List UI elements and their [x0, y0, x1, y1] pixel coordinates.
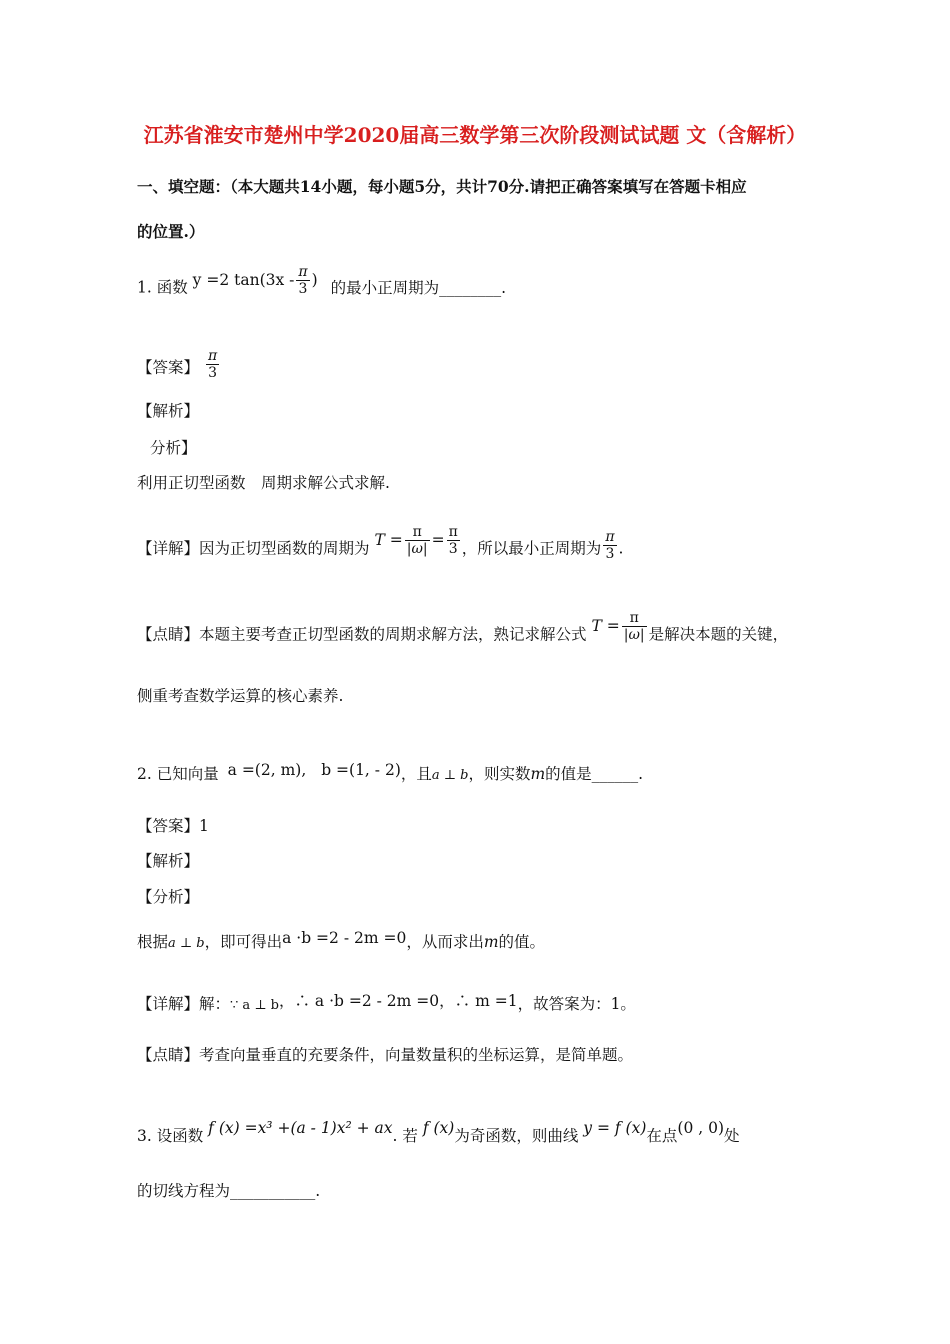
- answer-label: 【答案】: [137, 358, 200, 377]
- q1-suffix: 的最小正周期为________.: [330, 278, 507, 297]
- q2-jiexi: 【解析】: [137, 852, 200, 870]
- q3-line2: 的切线方程为___________.: [137, 1182, 321, 1200]
- question-3: 3. 设函数 f (x) =x³ +(a - 1)x² + ax. 若 f (x)为奇函数，则曲线 y = f (x)在点(0 , 0)处: [137, 1119, 740, 1145]
- q1-fenxi-text: 利用正切型函数 周期求解公式求解.: [137, 474, 390, 492]
- question-1: [137, 264, 507, 305]
- q2-note: 【点睛】考查向量垂直的充要条件，向量数量积的坐标运算，是简单题。: [137, 1046, 634, 1064]
- q1-detail: 【详解】因为正切型函数的周期为 T = $\frac{\pi}{|\omega|}$ = $\frac{\pi}{3}$ ，所以最小正周期为 $\frac{\pi}{3}$ .: [137, 524, 624, 562]
- section-heading-line2: 的位置.）: [137, 222, 205, 241]
- q1-answer: [137, 348, 221, 385]
- q1-prefix: 1. 函数: [137, 278, 188, 297]
- q1-jiexi: 【解析】: [137, 402, 200, 420]
- q1-formula: y =2 tan(3x - $\frac{\pi}{3}$ ): [192, 264, 318, 297]
- q1-note: 【点睛】本题主要考查正切型函数的周期求解方法，熟记求解公式 T = $\frac{\pi}{|\omega|}$ 是解决本题的关键，: [137, 610, 789, 644]
- q2-detail: 【详解】解：∵ a ⊥ b，∴ a ·b =2 - 2m =0，∴ m =1，故答案为：1。: [137, 992, 636, 1013]
- q2-fenxi-text: 根据a ⊥ b，即可得出a ·b =2 - 2m =0，从而求出m的值。: [137, 929, 546, 951]
- q1-note-cont: 侧重考查数学运算的核心素养.: [137, 687, 344, 705]
- q2-fenxi: 【分析】: [137, 888, 200, 906]
- section-heading-line1: 一、填空题：（本大题共14小题，每小题5分，共计70分.请把正确答案填写在答题卡相应: [137, 177, 747, 196]
- q1-fenxi: 分析】: [150, 439, 197, 457]
- q3-formula: f (x) =x³ +(a - 1)x² + ax: [208, 1119, 393, 1137]
- q1-answer-value: $\frac{\pi}{3}$: [207, 348, 218, 381]
- document-title: 江苏省淮安市楚州中学2020届高三数学第三次阶段测试试题 文（含解析）: [143, 123, 807, 147]
- q2-answer: 【答案】1: [137, 817, 209, 835]
- question-2: 2. 已知向量 a =(2, m), b =(1, - 2)，且a ⊥ b，则实数m的值是______.: [137, 761, 644, 783]
